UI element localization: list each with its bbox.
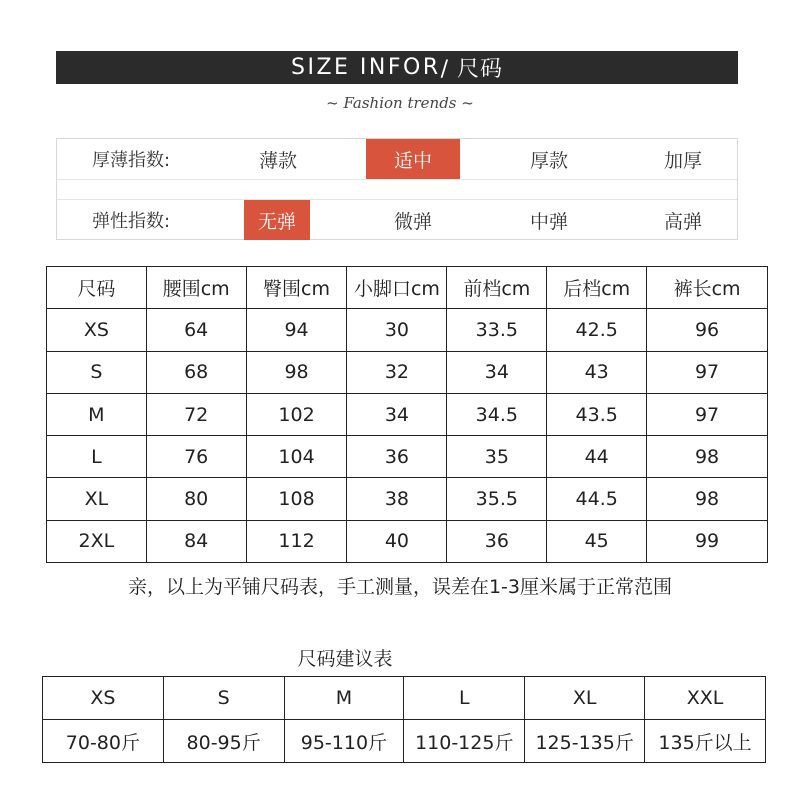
thickness-option: 加厚 bbox=[663, 149, 702, 172]
size-info-banner bbox=[56, 51, 738, 84]
weight-cell: 80-95斤 bbox=[163, 720, 284, 763]
table-cell: 104 bbox=[246, 436, 347, 478]
table-cell: 45 bbox=[547, 520, 647, 562]
header-cell: 尺码 bbox=[47, 267, 147, 309]
elasticity-row bbox=[57, 200, 737, 240]
table-row bbox=[47, 393, 768, 435]
thickness-option: 厚款 bbox=[529, 149, 568, 172]
table-cell: 102 bbox=[246, 393, 347, 435]
table-cell: 97 bbox=[647, 393, 768, 435]
table-cell: 98 bbox=[246, 351, 347, 393]
table-cell: 43.5 bbox=[547, 393, 647, 435]
table-cell: 112 bbox=[246, 520, 347, 562]
table-row bbox=[47, 351, 768, 393]
table-cell: 84 bbox=[146, 520, 246, 562]
weight-cell: 70-80斤 bbox=[43, 720, 164, 763]
table-cell: 43 bbox=[547, 351, 647, 393]
table-cell: 36 bbox=[447, 520, 547, 562]
thickness-label: 厚薄指数: bbox=[91, 150, 171, 171]
table-cell: 34.5 bbox=[447, 393, 547, 435]
table-cell: XL bbox=[47, 478, 147, 520]
table-cell: M bbox=[47, 393, 147, 435]
size-table-header bbox=[47, 267, 768, 309]
table-cell: 42.5 bbox=[547, 309, 647, 351]
table-cell: 2XL bbox=[47, 520, 147, 562]
table-cell: 72 bbox=[146, 393, 246, 435]
elasticity-option: 高弹 bbox=[663, 210, 702, 233]
table-cell: 108 bbox=[246, 478, 347, 520]
recommend-title: 尺码建议表 bbox=[297, 648, 393, 670]
table-cell: 97 bbox=[647, 351, 768, 393]
table-cell: 44.5 bbox=[547, 478, 647, 520]
table-cell: 94 bbox=[246, 309, 347, 351]
table-cell: 98 bbox=[647, 436, 768, 478]
table-row bbox=[47, 309, 768, 351]
header-cell: 后档cm bbox=[547, 267, 647, 309]
elasticity-option: 中弹 bbox=[529, 210, 568, 233]
table-cell: 34 bbox=[347, 393, 447, 435]
weight-cell: 125-135斤 bbox=[525, 720, 645, 763]
table-cell: L bbox=[47, 436, 147, 478]
table-cell: 35.5 bbox=[447, 478, 547, 520]
table-cell: 38 bbox=[347, 478, 447, 520]
weight-cell: 135斤以上 bbox=[645, 720, 766, 763]
size-cell: M bbox=[284, 677, 404, 720]
fabric-index-panel bbox=[56, 138, 738, 240]
table-cell: 99 bbox=[647, 520, 768, 562]
banner-title-cn: / 尺码 bbox=[440, 57, 504, 82]
thickness-row bbox=[57, 139, 737, 179]
table-cell: 44 bbox=[547, 436, 647, 478]
banner-title-en: SIZE INFOR bbox=[290, 55, 441, 80]
weight-cell: 95-110斤 bbox=[284, 720, 404, 763]
table-cell: XS bbox=[47, 309, 147, 351]
table-cell: 33.5 bbox=[447, 309, 547, 351]
size-cell: XL bbox=[525, 677, 645, 720]
elasticity-option: 微弹 bbox=[393, 210, 432, 233]
table-cell: 64 bbox=[146, 309, 246, 351]
measurement-note: 亲，以上为平铺尺码表，手工测量，误差在1-3厘米属于正常范围 bbox=[127, 576, 673, 598]
header-cell: 裤长cm bbox=[647, 267, 768, 309]
table-cell: 34 bbox=[447, 351, 547, 393]
header-cell: 臀围cm bbox=[246, 267, 347, 309]
table-cell: S bbox=[47, 351, 147, 393]
table-cell: 76 bbox=[146, 436, 246, 478]
weight-cell: 110-125斤 bbox=[404, 720, 525, 763]
divider bbox=[57, 179, 737, 180]
elasticity-label: 弹性指数: bbox=[91, 211, 171, 232]
size-cell: XXL bbox=[645, 677, 766, 720]
size-row bbox=[43, 677, 766, 720]
size-cell: XS bbox=[43, 677, 164, 720]
size-table bbox=[46, 266, 768, 563]
size-cell: S bbox=[163, 677, 284, 720]
table-cell: 40 bbox=[347, 520, 447, 562]
table-row bbox=[47, 478, 768, 520]
table-cell: 32 bbox=[347, 351, 447, 393]
size-recommend-table bbox=[42, 676, 766, 763]
header-cell: 小脚口cm bbox=[347, 267, 447, 309]
table-cell: 36 bbox=[347, 436, 447, 478]
table-cell: 98 bbox=[647, 478, 768, 520]
thickness-option: 薄款 bbox=[258, 149, 297, 172]
header-cell: 腰围cm bbox=[146, 267, 246, 309]
table-cell: 96 bbox=[647, 309, 768, 351]
table-cell: 68 bbox=[146, 351, 246, 393]
size-cell: L bbox=[404, 677, 525, 720]
table-cell: 30 bbox=[347, 309, 447, 351]
thickness-option: 适中 bbox=[366, 139, 460, 179]
weight-row bbox=[43, 720, 766, 763]
table-cell: 80 bbox=[146, 478, 246, 520]
elasticity-option: 无弹 bbox=[244, 200, 310, 240]
header-cell: 前档cm bbox=[447, 267, 547, 309]
table-row bbox=[47, 520, 768, 562]
subtitle: ~ Fashion trends ~ bbox=[326, 94, 474, 112]
table-cell: 35 bbox=[447, 436, 547, 478]
table-row bbox=[47, 436, 768, 478]
